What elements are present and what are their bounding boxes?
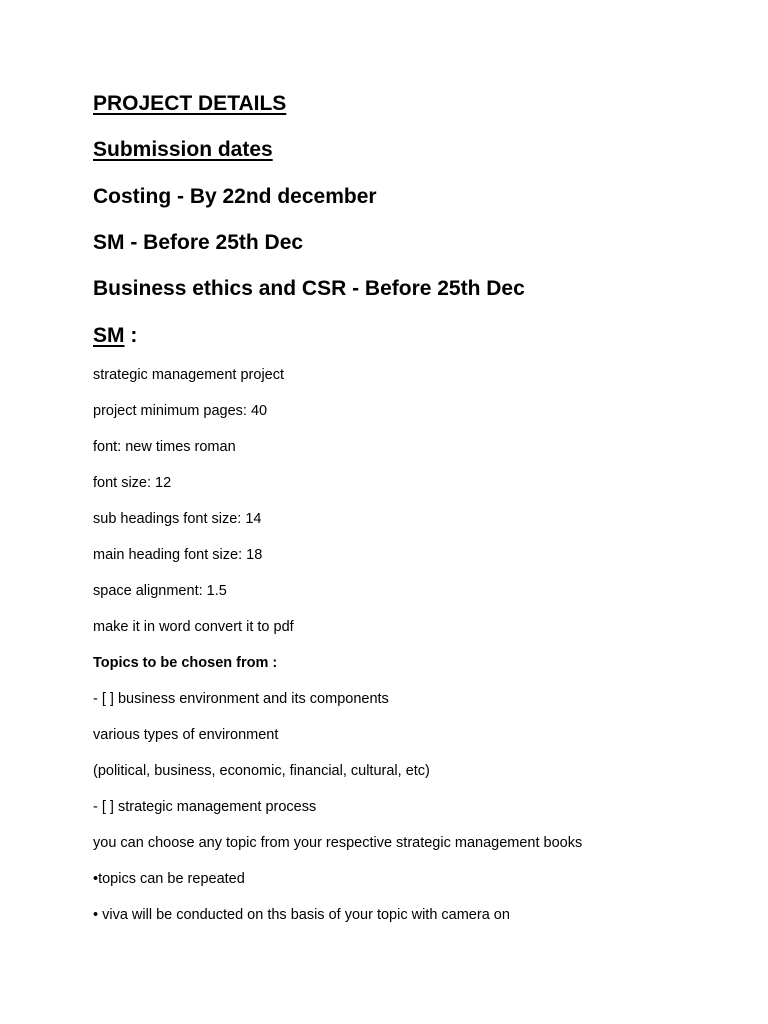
deadline-costing: Costing - By 22nd december <box>93 185 377 208</box>
sm-line: strategic management project <box>93 367 285 383</box>
sm-line: font: new times roman <box>93 439 236 455</box>
topic-line: (political, business, economic, financial, cultural, etc) <box>93 763 430 779</box>
sm-line: sub headings font size: 14 <box>93 511 262 527</box>
sm-line: project minimum pages: 40 <box>93 403 268 419</box>
sm-heading-colon: : <box>124 324 138 347</box>
sm-heading: SM <box>93 324 125 347</box>
topic-line: you can choose any topic from your respective strategic management books <box>93 835 583 851</box>
topic-line: - [ ] strategic management process <box>93 799 317 815</box>
deadline-sm: SM - Before 25th Dec <box>93 231 304 254</box>
topic-line: • viva will be conducted on ths basis of your topic with camera on <box>93 907 510 923</box>
submission-dates-heading: Submission dates <box>93 138 273 161</box>
sm-heading-line <box>93 325 137 346</box>
sm-line: main heading font size: 18 <box>93 547 263 563</box>
document-title: PROJECT DETAILS <box>93 92 287 115</box>
sm-line: space alignment: 1.5 <box>93 583 227 599</box>
topics-heading: Topics to be chosen from : <box>93 655 278 671</box>
topic-line: various types of environment <box>93 727 279 743</box>
topic-line: - [ ] business environment and its components <box>93 691 389 707</box>
sm-line: font size: 12 <box>93 475 172 491</box>
deadline-business-ethics: Business ethics and CSR - Before 25th Dec <box>93 277 525 300</box>
sm-line: make it in word convert it to pdf <box>93 619 294 635</box>
topic-line: •topics can be repeated <box>93 871 245 887</box>
